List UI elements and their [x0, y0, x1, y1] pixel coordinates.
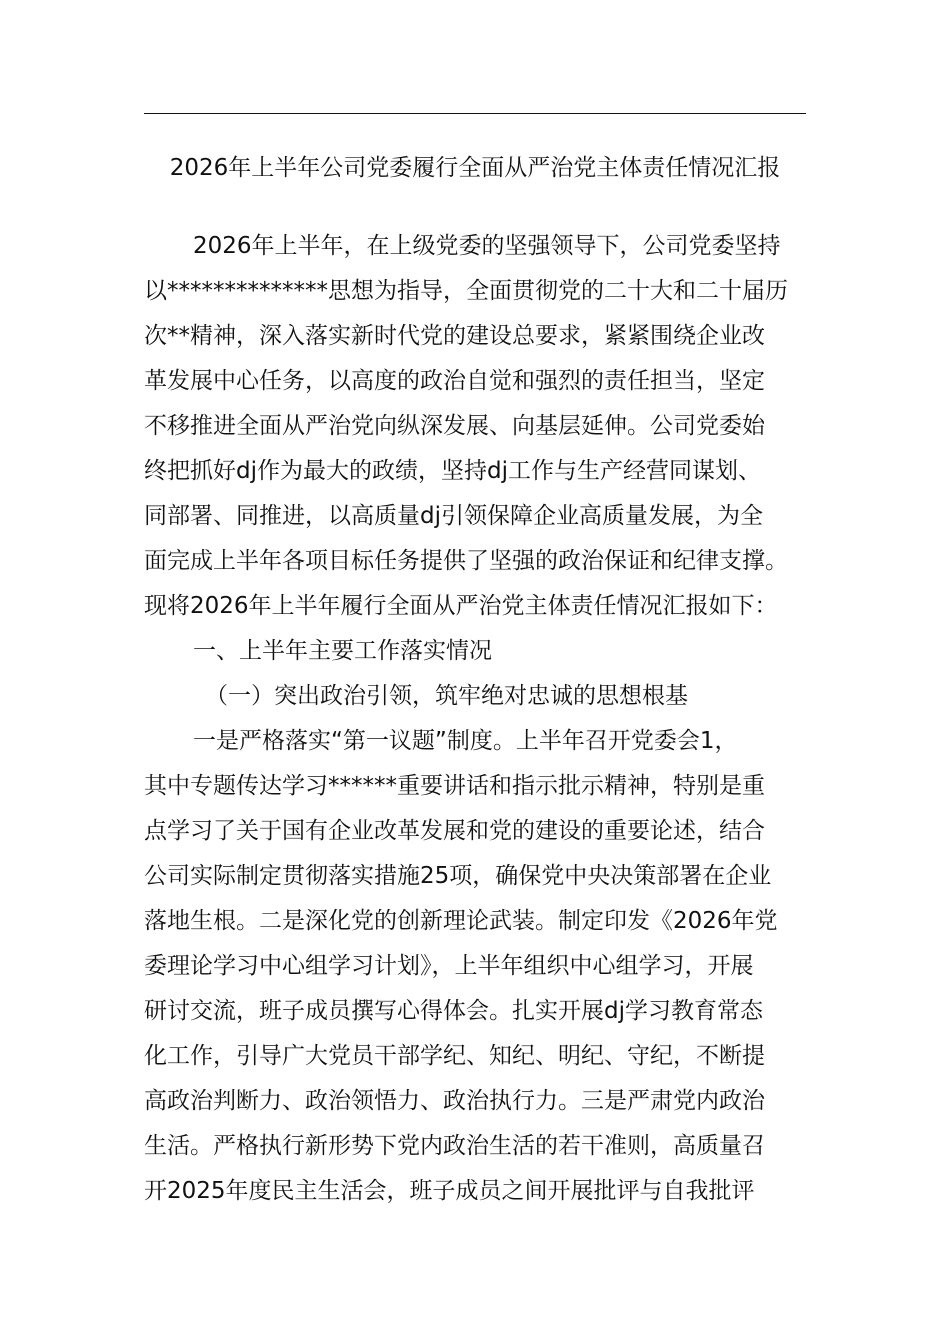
paragraph-line: 不移推进全面从严治党向纵深发展、向基层延伸。公司党委始 — [144, 413, 765, 439]
subsection-heading: （一）突出政治引领，筑牢绝对忠诚的思想根基 — [205, 683, 688, 709]
paragraph-line: 其中专题传达学习******重要讲话和指示批示精神，特别是重 — [144, 773, 765, 799]
paragraph-line: 研讨交流，班子成员撰写心得体会。扎实开展dj学习教育常态 — [144, 998, 763, 1024]
paragraph-line: 面完成上半年各项目标任务提供了坚强的政治保证和纪律支撑。 — [144, 548, 788, 574]
paragraph-line: 落地生根。二是深化党的创新理论武装。制定印发《2026年党 — [144, 908, 778, 934]
paragraph-line: 同部署、同推进，以高质量dj引领保障企业高质量发展，为全 — [144, 503, 763, 529]
section-heading: 一、上半年主要工作落实情况 — [193, 638, 492, 664]
paragraph-line: 化工作，引导广大党员干部学纪、知纪、明纪、守纪，不断提 — [144, 1043, 765, 1069]
paragraph-line: 一是严格落实“第一议题”制度。上半年召开党委会1， — [193, 728, 738, 754]
paragraph-line: 委理论学习中心组学习计划》，上半年组织中心组学习，开展 — [144, 953, 754, 979]
paragraph-line: 公司实际制定贯彻落实措施25项，确保党中央决策部署在企业 — [144, 863, 772, 889]
paragraph-line: 2026年上半年，在上级党委的坚强领导下，公司党委坚持 — [193, 233, 781, 259]
paragraph-line: 开2025年度民主生活会，班子成员之间开展批评与自我批评 — [144, 1178, 755, 1204]
paragraph-line: 点学习了关于国有企业改革发展和党的建设的重要论述，结合 — [144, 818, 765, 844]
paragraph-line: 高政治判断力、政治领悟力、政治执行力。三是严肃党内政治 — [144, 1088, 765, 1114]
paragraph-line: 革发展中心任务，以高度的政治自觉和强烈的责任担当，坚定 — [144, 368, 765, 394]
document-title: 2026年上半年公司党委履行全面从严治党主体责任情况汇报 — [169, 155, 781, 181]
paragraph-line: 现将2026年上半年履行全面从严治党主体责任情况汇报如下： — [144, 593, 778, 619]
paragraph-line: 终把抓好dj作为最大的政绩，坚持dj工作与生产经营同谋划、 — [144, 458, 761, 484]
paragraph-line: 生活。严格执行新形势下党内政治生活的若干准则，高质量召 — [144, 1133, 765, 1159]
header-rule — [144, 113, 806, 114]
paragraph-line: 以**************思想为指导，全面贯彻党的二十大和二十届历 — [144, 278, 788, 304]
paragraph-line: 次**精神，深入落实新时代党的建设总要求，紧紧围绕企业改 — [144, 323, 765, 349]
